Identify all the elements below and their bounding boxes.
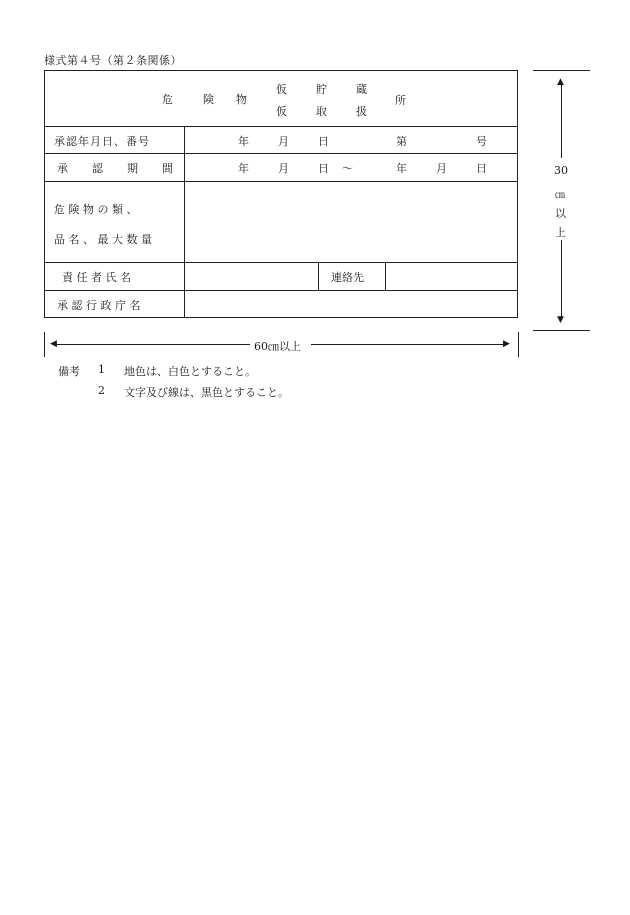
number-prefix: 第: [396, 135, 407, 148]
row-divider: [45, 126, 517, 127]
year-text: 年: [238, 135, 249, 148]
row-divider: [45, 153, 517, 154]
width-label: 60㎝以上: [254, 340, 301, 353]
height-dimension-line: [561, 240, 562, 318]
header-char: 所: [395, 94, 406, 107]
day-text: 日: [318, 135, 329, 148]
contact-label: 連絡先: [331, 271, 364, 284]
header-char: 蔵: [356, 83, 367, 96]
label-char: 間: [162, 162, 173, 175]
height-dimension-line: [561, 84, 562, 158]
responsible-label: 責 任 者 氏 名: [62, 271, 131, 284]
label-column-divider: [184, 126, 185, 318]
contact-divider: [318, 262, 319, 290]
width-dimension-line: [311, 344, 507, 345]
header-char: 物: [236, 93, 247, 106]
contact-divider: [385, 262, 386, 290]
sign-form: [44, 70, 518, 318]
row-divider: [45, 290, 517, 291]
day-text: 日: [318, 162, 329, 175]
arrow-up-icon: ▲: [557, 77, 564, 87]
hazard-label-line2: 品 名 、 最 大 数 量: [54, 233, 152, 246]
tilde-text: ～: [342, 162, 353, 175]
day-text: 日: [476, 162, 487, 175]
month-text: 月: [278, 135, 289, 148]
height-char: 以: [555, 207, 566, 220]
row-divider: [45, 262, 517, 263]
notes-heading: 備考: [58, 365, 80, 378]
label-char: 承: [57, 162, 68, 175]
height-unit: ㎝: [555, 190, 565, 201]
label-char: 認: [92, 162, 103, 175]
year-text: 年: [396, 162, 407, 175]
note-number: 2: [98, 384, 105, 397]
note-text: 地色は、白色とすること。: [124, 365, 256, 378]
hazard-label-line1: 危 険 物 の 類 、: [54, 203, 138, 216]
header-char: 貯: [316, 83, 327, 96]
height-bottom-extension: [533, 330, 590, 331]
label-char: 期: [127, 162, 138, 175]
note-number: 1: [98, 363, 105, 376]
row-divider: [45, 181, 517, 182]
form-title: 様式第４号（第２条関係）: [44, 54, 182, 67]
header-char: 険: [203, 93, 214, 106]
arrow-left-icon: ◀: [50, 339, 57, 349]
header-char: 危: [162, 93, 173, 106]
month-text: 月: [278, 162, 289, 175]
width-dimension-line: [56, 344, 250, 345]
width-left-extension: [44, 332, 45, 357]
height-char: 上: [555, 226, 566, 239]
header-char: 扱: [356, 105, 367, 118]
header-char: 取: [316, 105, 327, 118]
width-right-extension: [518, 332, 519, 357]
approval-date-label: 承認年月日、番号: [54, 135, 150, 148]
month-text: 月: [436, 162, 447, 175]
height-number: 30: [554, 164, 568, 177]
height-top-extension: [533, 70, 590, 71]
year-text: 年: [238, 162, 249, 175]
header-char: 仮: [276, 83, 287, 96]
authority-label: 承 認 行 政 庁 名: [57, 299, 141, 312]
arrow-right-icon: ▶: [503, 339, 510, 349]
note-text: 文字及び線は、黒色とすること。: [124, 386, 289, 399]
number-suffix: 号: [476, 135, 487, 148]
arrow-down-icon: ▼: [557, 315, 564, 325]
header-char: 仮: [276, 105, 287, 118]
